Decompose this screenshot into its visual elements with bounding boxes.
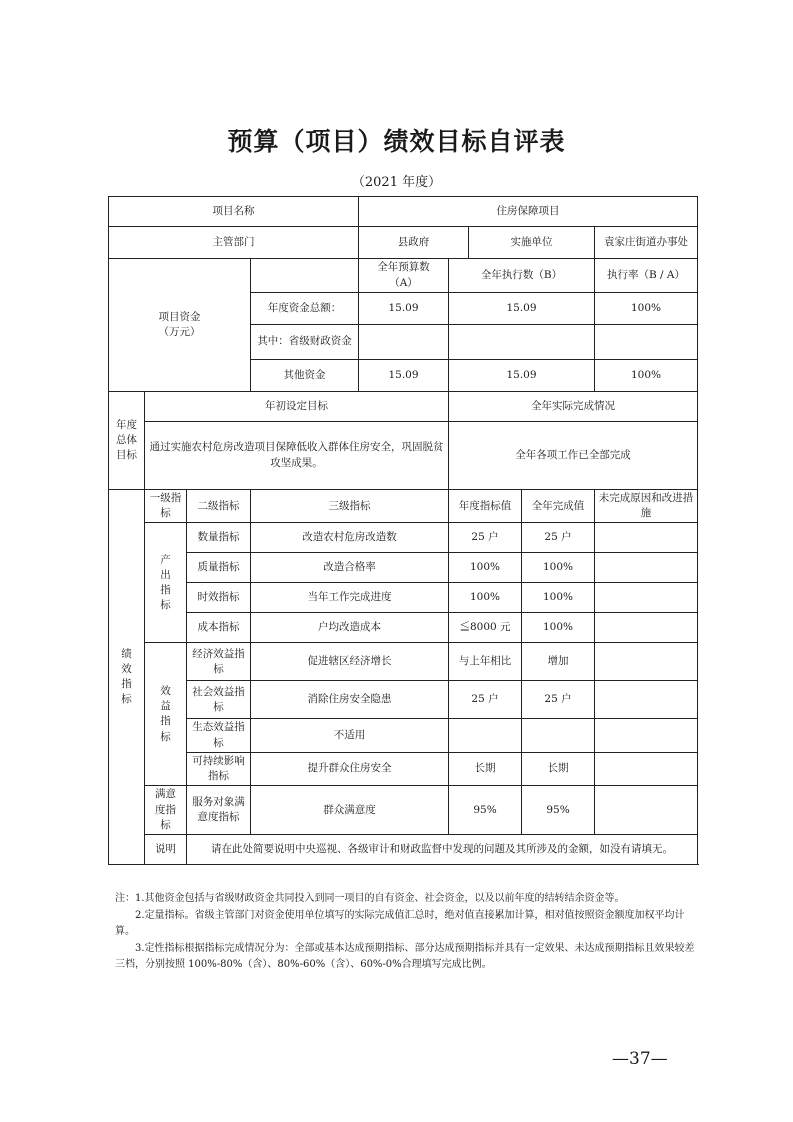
remark-label: 说明 [145,834,187,864]
indicator-target: 25 户 [449,681,522,719]
indicator-target: 95% [449,786,522,835]
satisfaction-indicator-label: 满意 度指 标 [145,786,187,835]
indicator-done: 100% [522,613,595,643]
indicator-level3: 改造合格率 [251,553,449,583]
level3-header: 三级指标 [251,490,449,523]
indicator-target: 长期 [449,752,522,785]
funds-row-label: 其中：省级财政资金 [251,325,359,360]
indicator-level2: 社会效益指标 [187,681,251,719]
indicator-done: 25 户 [522,523,595,553]
indicator-reason [595,719,698,752]
funds-row-exec: 15.09 [449,293,595,325]
indicator-done: 95% [522,786,595,835]
indicator-done: 100% [522,553,595,583]
initial-goal-text: 通过实施农村危房改造项目保障低收入群体住房安全，巩固脱贫攻坚成果。 [145,422,449,490]
funds-row-exec: 15.09 [449,360,595,392]
indicator-level3: 群众满意度 [251,786,449,835]
department-value: 县政府 [359,227,469,259]
indicator-row [109,613,698,643]
indicator-row [109,583,698,613]
department-row [109,227,698,259]
funds-label-line2: （万元） [158,326,201,338]
funds-row-budget: 15.09 [359,360,449,392]
exec-unit-label: 实施单位 [469,227,595,259]
indicator-level2: 时效指标 [187,583,251,613]
indicator-reason [595,613,698,643]
indicator-row [109,643,698,681]
indicator-reason [595,643,698,681]
indicator-row [109,523,698,553]
indicator-reason [595,553,698,583]
indicator-reason [595,523,698,553]
indicator-level3: 消除住房安全隐患 [251,681,449,719]
indicator-level3: 户均改造成本 [251,613,449,643]
indicator-done: 25 户 [522,681,595,719]
indicator-header-row [109,490,698,523]
performance-indicator-label: 绩 效 指 标 [109,490,145,865]
indicator-level3: 促进辖区经济增长 [251,643,449,681]
indicator-row [109,553,698,583]
indicator-reason [595,681,698,719]
funds-col-budget: 全年预算数 （A） [359,259,449,293]
actual-completion-header: 全年实际完成情况 [449,392,698,422]
indicator-reason [595,583,698,613]
page-title: 预算（项目）绩效目标自评表 [227,127,566,156]
indicator-level3: 提升群众住房安全 [251,752,449,785]
funds-col-exec: 全年执行数（B） [449,259,595,293]
department-label: 主管部门 [109,227,359,259]
indicator-level2: 服务对象满意度指标 [187,786,251,835]
indicator-target: 与上年相比 [449,643,522,681]
indicator-row [109,681,698,719]
indicator-row [109,786,698,835]
indicator-done [522,719,595,752]
indicator-level2: 可持续影响指标 [187,752,251,785]
funds-col-rate: 执行率（B / A） [595,259,698,293]
funds-row-label: 其他资金 [251,360,359,392]
indicator-level2: 经济效益指标 [187,643,251,681]
actual-completion-text: 全年各项工作已全部完成 [449,422,698,490]
funds-row-exec [449,325,595,360]
initial-goal-header: 年初设定目标 [145,392,449,422]
indicator-level2: 成本指标 [187,613,251,643]
benefit-indicator-label: 效 益 指 标 [145,643,187,786]
indicator-reason [595,752,698,785]
self-evaluation-table [108,196,698,865]
project-name-row [109,197,698,227]
funds-row-budget: 15.09 [359,293,449,325]
level2-header: 二级指标 [187,490,251,523]
remark-row [109,834,698,864]
funds-row-rate [595,325,698,360]
footnote-3: 3.定性指标根据指标完成情况分为：全部或基本达成预期指标、部分达成预期指标并具有一定效果、未达成预期指标且效果较差三档，分别按照 100%-80%（含）、80%-60%（含）、60%-0%合理填写完成比例。 [115,942,695,970]
indicator-level2: 生态效益指标 [187,719,251,752]
indicator-level3: 当年工作完成进度 [251,583,449,613]
annual-goal-content-row [109,422,698,490]
indicator-target: 100% [449,553,522,583]
indicator-row [109,752,698,785]
funds-label [109,259,251,392]
footnote-1: 注：1.其他资金包括与省级财政资金共同投入到同一项目的自有资金、社会资金，以及以前年度的结转结余资金等。 [115,893,625,904]
indicator-reason [595,786,698,835]
funds-row-rate: 100% [595,360,698,392]
indicator-level3: 改造农村危房改造数 [251,523,449,553]
target-header: 年度指标值 [449,490,522,523]
indicator-level2: 数量指标 [187,523,251,553]
level1-header: 一级指标 [145,490,187,523]
indicator-level2: 质量指标 [187,553,251,583]
indicator-target: ≦8000 元 [449,613,522,643]
annual-goal-label: 年度 总体 目标 [109,392,145,490]
funds-row-label: 年度资金总额： [251,293,359,325]
indicator-done: 100% [522,583,595,613]
funds-row-budget [359,325,449,360]
indicator-target [449,719,522,752]
remark-text: 请在此处简要说明中央巡视、各级审计和财政监督中发现的问题及其所涉及的金额，如没有请填无。 [187,834,698,864]
page-number: —37— [612,1049,668,1069]
annual-goal-header-row [109,392,698,422]
footnotes [115,891,700,974]
exec-unit-value: 袁家庄街道办事处 [595,227,698,259]
indicator-level3: 不适用 [251,719,449,752]
output-indicator-label: 产 出 指 标 [145,523,187,643]
done-header: 全年完成值 [522,490,595,523]
funds-row-rate: 100% [595,293,698,325]
indicator-target: 100% [449,583,522,613]
funds-header-blank [251,259,359,293]
indicator-target: 25 户 [449,523,522,553]
indicator-done: 长期 [522,752,595,785]
indicator-row [109,719,698,752]
footnote-2: 2.定量指标。省级主管部门对资金使用单位填写的实际完成值汇总时，绝对值直接累加计算，相对值按照资金额度加权平均计算。 [115,909,685,937]
project-name-label: 项目名称 [109,197,359,227]
project-name-value: 住房保障项目 [359,197,698,227]
reason-header: 未完成原因和改进措施 [595,490,698,523]
year-subtitle: （2021 年度） [351,175,442,190]
indicator-done: 增加 [522,643,595,681]
funds-header-row [109,259,698,293]
funds-label-line1: 项目资金 [158,310,201,323]
